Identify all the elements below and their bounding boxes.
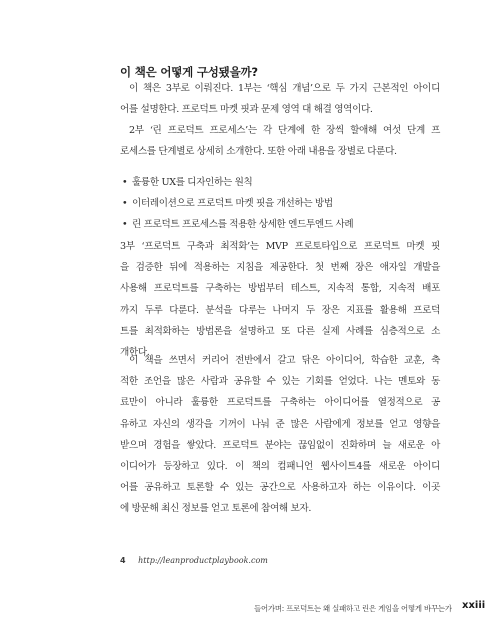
- section-heading: 이 책은 어떻게 구성됐을까?: [120, 65, 258, 79]
- list-item: [120, 214, 440, 235]
- text-line: 받으며 경험을 쌓았다. 프로덕트 분야는 끊임없이 진화하며 늘 새로운 아: [120, 439, 440, 451]
- text-line: 이디어가 등장하고 있다. 이 책의 컴패니언 웹사이트4를 새로운 아이디: [120, 461, 440, 473]
- text-line: 에 방문해 최신 정보를 얻고 토론에 참여해 보자.: [120, 503, 312, 515]
- paragraph-part3: [120, 236, 440, 363]
- text-line: 유하고 자신의 생각을 기꺼이 나눠 준 많은 사람에게 정보를 얻고 영향을: [120, 418, 440, 430]
- bullet-marker: •: [122, 177, 128, 188]
- text-line: 사용해 프로덕트를 구축하는 방법부터 테스트, 지속적 통합, 지속적 배포: [120, 283, 440, 295]
- text-line: 로세스를 단계별로 상세히 소개한다. 또한 아래 내용을 장별로 다룬다.: [120, 146, 397, 158]
- running-footer: 들어가며: 프로덕트는 왜 실패하고 린은 게임을 어떻게 바꾸는가: [254, 604, 452, 613]
- text-line: 이 책을 쓰면서 커리어 전반에서 갈고 닦은 아이디어, 학습한 교훈, 축: [129, 355, 440, 366]
- footnote-url[interactable]: http://leanproductplaybook.com: [138, 556, 268, 565]
- text-line: 트를 최적화하는 방법론을 설명하고 또 다른 실제 사례를 심층적으로 소: [120, 325, 440, 337]
- paragraph-structure-intro: [120, 78, 440, 120]
- page-number: xxiii: [462, 600, 486, 611]
- list-item-text: 훌륭한 UX를 디자인하는 원칙: [132, 177, 253, 188]
- text-line: 2부 ‘린 프로덕트 프로세스’는 각 단계에 한 장씩 할애해 여섯 단계 프: [129, 125, 440, 136]
- paragraph-part2: [120, 120, 440, 162]
- text-line: 적한 조언을 많은 사람과 공유할 수 있는 기회를 얻었다. 나는 멘토와 동: [120, 376, 440, 388]
- text-line: 을 검증한 뒤에 적용하는 지침을 제공한다. 첫 번째 장은 애자일 개발을: [120, 262, 440, 274]
- footnote: [120, 556, 268, 565]
- paragraph-acknowledgement: [120, 350, 440, 520]
- text-line: 료만이 아니라 훌륭한 프로덕트를 구축하는 아이디어를 열정적으로 공: [120, 397, 440, 409]
- text-line: 이 책은 3부로 이뤄진다. 1부는 ‘핵심 개념’으로 두 가지 근본적인 아이디: [129, 83, 440, 94]
- text-line: 3부 ‘프로덕트 구축과 최적화’는 MVP 프로토타입으로 프로덕트 마켓 핏: [120, 241, 440, 252]
- bullet-marker: •: [122, 198, 128, 210]
- list-item: [120, 172, 440, 193]
- text-line: 까지 두루 다룬다. 분석을 다루는 나머지 두 장은 지표를 활용해 프로덕: [120, 304, 440, 316]
- list-item-text: 이터레이션으로 프로덕트 마켓 핏을 개선하는 방법: [132, 198, 333, 210]
- list-item-text: 린 프로덕트 프로세스를 적용한 상세한 엔드투엔드 사례: [132, 219, 354, 231]
- bullet-marker: •: [122, 219, 128, 231]
- list-item: [120, 193, 440, 214]
- text-line: 어를 설명한다. 프로덕트 마켓 핏과 문제 영역 대 해결 영역이다.: [120, 104, 373, 116]
- text-line: 개한다.: [120, 347, 150, 359]
- text-line: 어를 공유하고 토론할 수 있는 공간으로 사용하고자 하는 이유이다. 이곳: [120, 482, 440, 494]
- footnote-number: 4: [120, 556, 126, 565]
- chapter-topics-list: [120, 172, 440, 236]
